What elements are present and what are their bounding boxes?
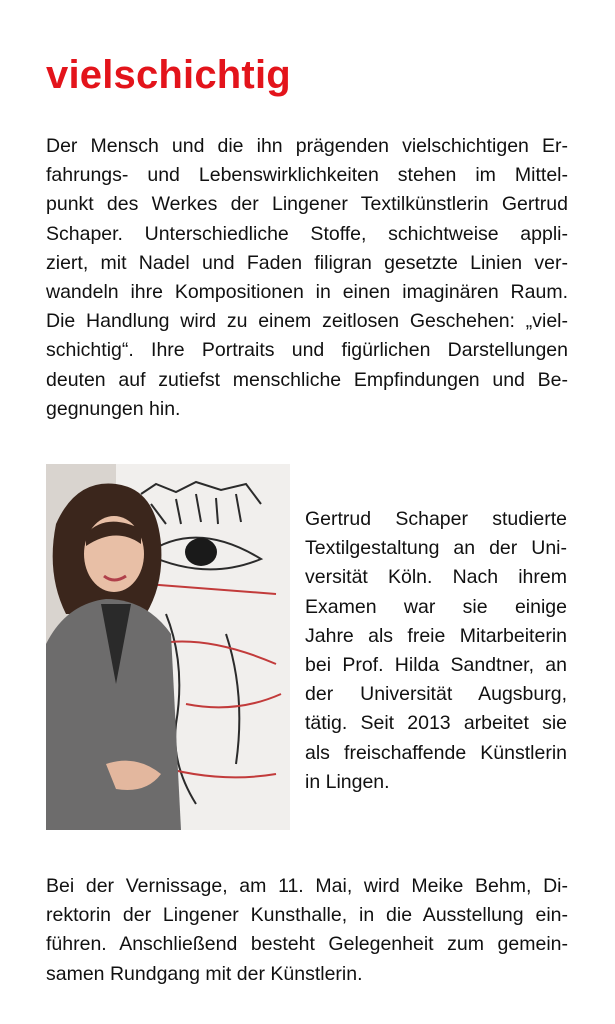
vernissage-line: rektorin der Lingener Kunsthalle, in die Ausstellung ein- [46,904,568,927]
intro-line: deuten auf zutiefst menschliche Empfindungen und Be- [46,368,568,391]
vernissage-line: Bei der Vernissage, am 11. Mai, wird Meike Behm, Di- [46,875,568,897]
bio-line: versität Köln. Nach ihrem [305,566,567,589]
vernissage-line: führen. Anschließend besteht Gelegenheit zum gemein- [46,933,568,956]
intro-line: Die Handlung wird zu einem zeitlosen Geschehen: „viel- [46,310,568,333]
bio-line: Textilgestaltung an der Uni- [305,537,567,560]
artist-photo [46,464,290,830]
intro-line: fahrungs- und Lebenswirklichkeiten stehen im Mittel- [46,164,568,187]
bio-paragraph [305,505,567,797]
bio-line: Examen war sie einige [305,595,567,618]
intro-line: gegnungen hin. [46,397,181,420]
bio-line: in Lingen. [305,770,390,793]
intro-line: Der Mensch und die ihn prägenden vielschichtigen Er- [46,135,568,157]
bio-line: Jahre als freie Mitarbeiterin [305,624,567,647]
intro-line: wandeln ihre Kompositionen in einen imaginären Raum. [46,281,568,304]
page-title: vielschichtig [46,53,291,97]
intro-line: schichtig“. Ihre Portraits und figürlichen Darstellungen [46,339,568,362]
artist-portrait-illustration [46,464,290,830]
intro-paragraph [46,132,568,424]
intro-line: Schaper. Unterschiedliche Stoffe, schichtweise appli- [46,222,568,245]
intro-line: punkt des Werkes der Lingener Textilkünstlerin Gertrud [46,193,568,216]
intro-line: ziert, mit Nadel und Faden filigran gesetzte Linien ver- [46,251,568,274]
bio-line: Gertrud Schaper studierte [305,508,567,530]
bio-line: als freischaffende Künstlerin [305,741,567,764]
bio-line: tätig. Seit 2013 arbeitet sie [305,712,567,735]
vernissage-paragraph [46,872,568,989]
bio-line: der Universität Augsburg, [305,683,567,706]
vernissage-line: samen Rundgang mit der Künstlerin. [46,962,363,985]
bio-line: bei Prof. Hilda Sandtner, an [305,654,567,677]
